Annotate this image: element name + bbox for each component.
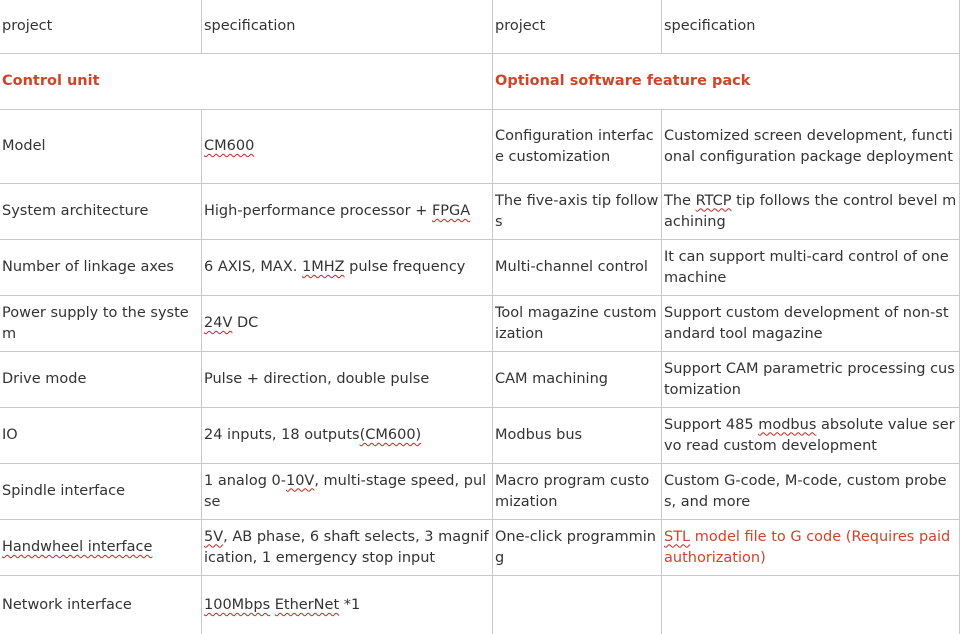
- spec-text: 6 AXIS, MAX.: [204, 259, 302, 275]
- spec-text: , AB phase, 6 shaft selects, 3 magnification, 1 emergency stop input: [204, 528, 489, 566]
- row-project-multi-channel: Multi-channel control: [493, 240, 662, 296]
- row-spec-network: [202, 576, 493, 634]
- row-spec-configuration: Customized screen development, functional configuration package deployment: [662, 110, 960, 184]
- row-project-network: Network interface: [0, 576, 202, 634]
- spec-text-marked: modbus: [758, 416, 817, 433]
- spec-text-marked: 5V: [204, 528, 224, 545]
- row-spec-io: [202, 408, 493, 464]
- spec-text: , multi-stage speed, pulse: [204, 472, 487, 510]
- row-spec-tool-magazine: Support custom development of non-standard tool magazine: [662, 296, 960, 352]
- row-spec-spindle: [202, 464, 493, 520]
- table-row: [0, 576, 960, 634]
- row-project-model: Model: [0, 110, 202, 184]
- section-row: [0, 54, 960, 110]
- row-project-handwheel: [0, 520, 202, 576]
- row-project-architecture: System architecture: [0, 184, 202, 240]
- spec-text: *1: [339, 597, 361, 613]
- row-spec-power-supply: [202, 296, 493, 352]
- row-spec-empty: [662, 576, 960, 634]
- spec-text-marked: 24V: [204, 315, 233, 331]
- spec-text: Support 485: [664, 416, 759, 433]
- row-project-linkage-axes: Number of linkage axes: [0, 240, 202, 296]
- row-project-one-click: One-click programming: [493, 520, 662, 576]
- table-row: [0, 352, 960, 408]
- spec-text-marked: EtherNet: [274, 597, 340, 613]
- row-project-empty: [493, 576, 662, 634]
- row-project-drive-mode: Drive mode: [0, 352, 202, 408]
- row-spec-handwheel: [202, 520, 493, 576]
- spec-text: pulse frequency: [344, 259, 466, 275]
- row-spec-drive-mode: Pulse + direction, double pulse: [202, 352, 493, 408]
- row-project-spindle: Spindle interface: [0, 464, 202, 520]
- row-project-five-axis: The five-axis tip follows: [493, 184, 662, 240]
- spec-text: tip follows the control bevel machining: [664, 192, 957, 230]
- table-row: [0, 110, 960, 184]
- table-row: [0, 296, 960, 352]
- spec-text-marked: RTCP: [695, 192, 732, 209]
- spec-text: absolute value servo read custom development: [664, 416, 955, 454]
- spec-text-marked: (CM600): [359, 427, 422, 443]
- spec-text-marked: STL: [664, 528, 691, 545]
- section-control-unit: Control unit: [0, 54, 493, 110]
- row-project-tool-magazine: Tool magazine customization: [493, 296, 662, 352]
- spec-text-marked: 1MHZ: [301, 259, 345, 275]
- row-spec-one-click: [662, 520, 960, 576]
- table-row: [0, 408, 960, 464]
- row-spec-model: [202, 110, 493, 184]
- table-row: [0, 464, 960, 520]
- header-specification-right: specification: [662, 0, 960, 54]
- row-project-macro: Macro program customization: [493, 464, 662, 520]
- row-spec-architecture: [202, 184, 493, 240]
- spec-text-marked: 100Mbps: [204, 597, 271, 613]
- row-spec-cam: Support CAM parametric processing customization: [662, 352, 960, 408]
- spec-text: CM600: [204, 138, 255, 154]
- header-row: [0, 0, 960, 54]
- spec-text-marked: FPGA: [431, 203, 471, 219]
- row-spec-macro: Custom G-code, M-code, custom probes, and more: [662, 464, 960, 520]
- row-spec-multi-channel: It can support multi-card control of one machine: [662, 240, 960, 296]
- row-spec-five-axis: [662, 184, 960, 240]
- spec-text: 24 inputs, 18 outputs: [204, 427, 360, 443]
- row-project-modbus: Modbus bus: [493, 408, 662, 464]
- row-spec-linkage-axes: [202, 240, 493, 296]
- row-project-io: IO: [0, 408, 202, 464]
- spec-text-marked: 10V: [285, 472, 315, 489]
- spec-text: High-performance processor +: [204, 203, 432, 219]
- table-row: [0, 240, 960, 296]
- spec-text: 1 analog 0-: [204, 472, 286, 489]
- header-project-left: project: [0, 0, 202, 54]
- row-project-cam: CAM machining: [493, 352, 662, 408]
- table-row: [0, 520, 960, 576]
- row-spec-modbus: [662, 408, 960, 464]
- table-row: [0, 184, 960, 240]
- project-text-marked: Handwheel interface: [2, 539, 153, 555]
- spec-text: DC: [232, 315, 259, 331]
- row-project-configuration: Configuration interface customization: [493, 110, 662, 184]
- row-project-power-supply: Power supply to the system: [0, 296, 202, 352]
- header-specification-left: specification: [202, 0, 493, 54]
- spec-text: model file to G code (Requires paid authorization): [664, 528, 951, 566]
- header-project-right: project: [493, 0, 662, 54]
- section-optional-software: Optional software feature pack: [493, 54, 960, 110]
- spec-text: The: [664, 192, 696, 209]
